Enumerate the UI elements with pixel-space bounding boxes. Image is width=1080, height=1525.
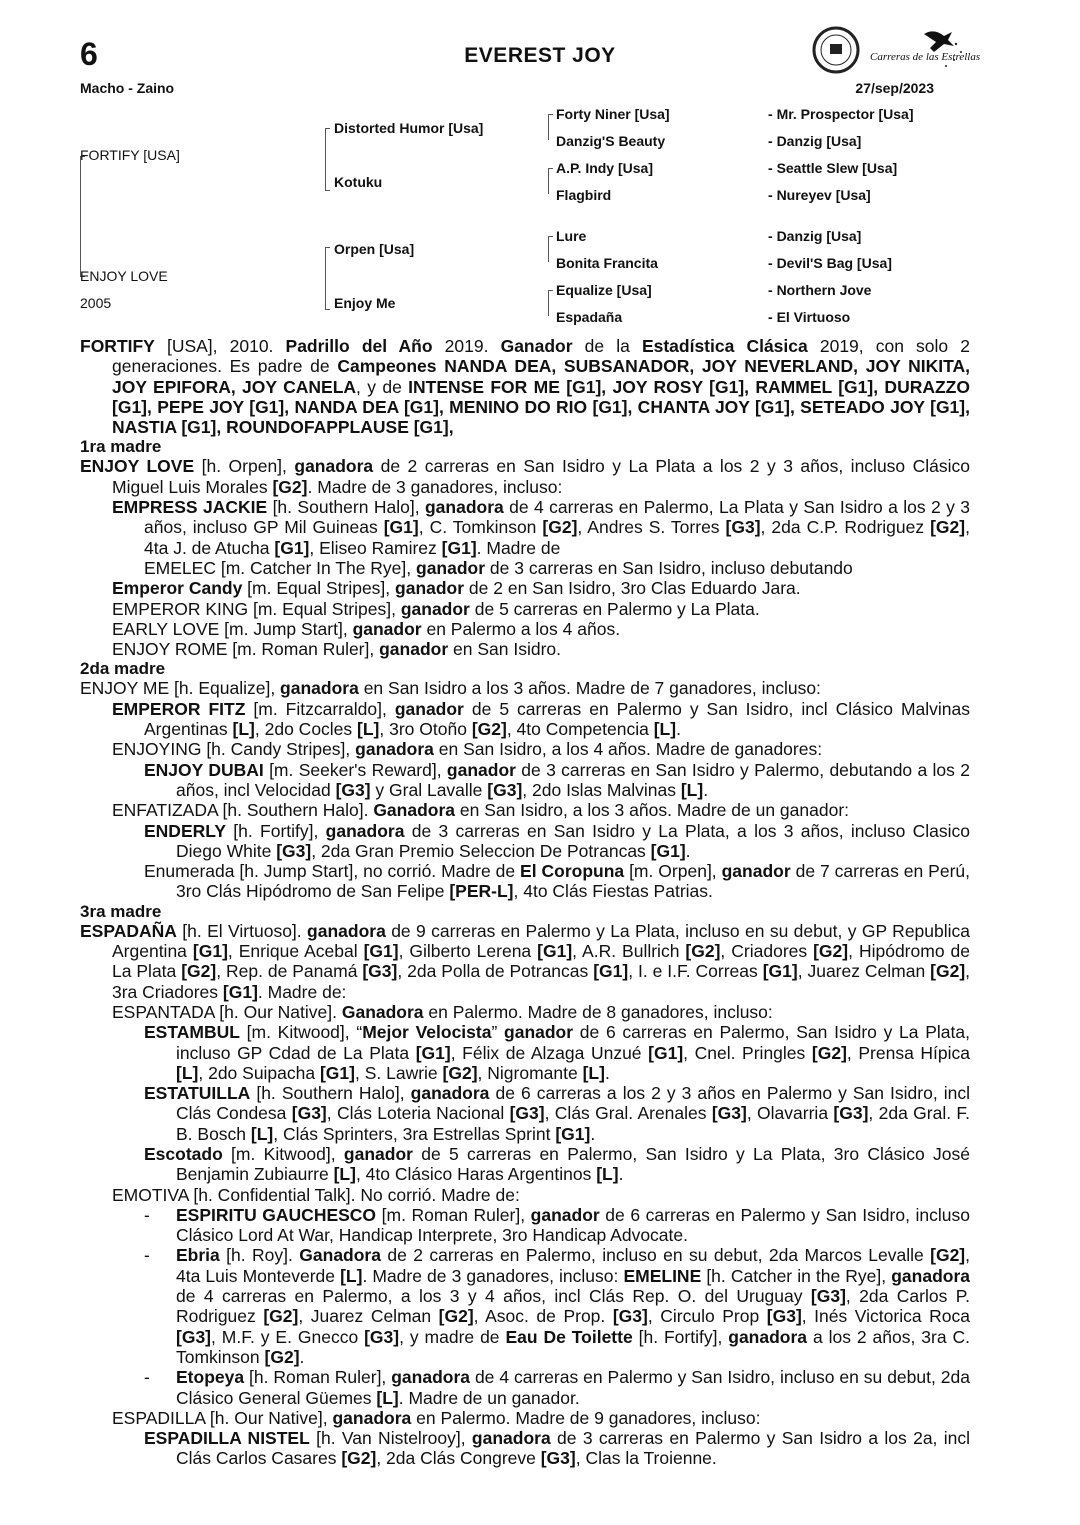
g4-7: - Northern Jove <box>768 282 872 298</box>
third-dam-produce-3-foal-1: ESPADILLA NISTEL [h. Van Nistelrooy], ganadora de 3 carreras en Palermo y San Isidro a los 2a, incl Clás Carlos Casares [G2], 2da Clás Congreve [G3], Clas la Troienne. <box>144 1428 970 1469</box>
second-dam-produce-2: ENJOYING [h. Candy Stripes], ganadora en San Isidro, a los 4 años. Madre de ganadores: <box>112 739 823 760</box>
g3-7: Equalize [Usa] <box>556 282 652 298</box>
g3-6: Bonita Francita <box>556 255 658 271</box>
third-dam: ESPADAÑA [h. El Virtuoso]. ganadora de 9 carreras en Palermo y La Plata, incluso en su debut, y GP Republica Argentina [G1], Enrique Acebal [G1], Gilberto Lerena [G1], A.R. Bullrich [G2], Criadores [G2], Hipódromo de La Plata [G2], Rep. de Panamá [G3], 2da Polla de Potrancas [G1], I. e I.F. Correas [G1], Juarez Celman [G2], 3ra Criadores [G1]. Madre de: <box>80 920 971 1002</box>
third-dam-produce-2-foal-1: - ESPIRITU GAUCHESCO [m. Roman Ruler], ganador de 6 carreras en Palermo y San Isidro, incluso Clásico Lord At War, Handicap Interprete, 3ro Handicap Advocate. <box>144 1204 971 1246</box>
third-dam-produce-2: EMOTIVA [h. Confidential Talk]. No corrió. Madre de: <box>112 1184 520 1205</box>
produce-4: EARLY LOVE [m. Jump Start], ganador en Palermo a los 4 años. <box>112 618 621 639</box>
section-first-dam: 1ra madre <box>80 437 162 457</box>
g3-3: A.P. Indy [Usa] <box>556 160 653 176</box>
second-dam-produce-3-foal: ENDERLY [h. Fortify], ganadora de 3 carreras en San Isidro y La Plata, a los 3 años, incluso Clasico Diego White [G3], 2da Gran Premio Seleccion De Potrancas [G1]. <box>144 820 970 861</box>
dam-sire: Orpen [Usa] <box>334 241 415 257</box>
third-dam-produce-2-foal-3: - Etopeya [h. Roman Ruler], ganadora de 4 carreras en Palermo y San Isidro, incluso en su debut, 2da Clásico General Güemes [L]. Madre de un ganador. <box>144 1367 970 1408</box>
produce-5: ENJOY ROME [m. Roman Ruler], ganador en San Isidro. <box>112 639 562 660</box>
horse-number: 6 <box>80 36 98 72</box>
first-dam: ENJOY LOVE [h. Orpen], ganadora de 2 carreras en San Isidro y La Plata a los 2 y 3 años, incluso Clásico Miguel Luis Morales [G2]. Madre de 3 ganadores, incluso: <box>80 456 971 497</box>
third-dam-produce-2-foal-2: - Ebria [h. Roy]. Ganadora de 2 carreras en Palermo, incluso en su debut, 2da Marcos Levalle [G2], 4ta Luis Monteverde [L]. Madre de 3 ganadores, incluso: EMELINE [h. Catcher in the Rye], ganadora de 4 carreras en Palermo, a los 3 y 4 años, incl Clás Rep. O. del Uruguay [G3], 2da Carlos P. Rodriguez [G2], Juarez Celman [G2], Asoc. de Prop. [G3], Circulo Prop [G3], Inés Victorica Roca [G3], M.F. y E. Gnecco [G3], y madre de Eau De Toilette [h. Fortify], ganadora a los 2 años, 3ra C. Tomkinson [G2]. <box>144 1245 970 1367</box>
g4-6: - Devil'S Bag [Usa] <box>768 255 892 271</box>
catalog-date: 27/sep/2023 <box>855 80 934 96</box>
produce-1: EMPRESS JACKIE [h. Southern Halo], ganadora de 4 carreras en Palermo, La Plata y San Isidro a los 2 y 3 años, incluso GP Mil Guineas [G1], C. Tomkinson [G2], Andres S. Torres [G3], 2da C.P. Rodriguez [G2], 4ta J. de Atucha [G1], Eliseo Ramirez [G1]. Madre de <box>112 497 971 558</box>
g4-8: - El Virtuoso <box>768 309 851 325</box>
dam-year: 2005 <box>80 295 112 311</box>
third-dam-produce-1-foal-1: ESTAMBUL [m. Kitwood], “Mejor Velocista” ganador de 6 carreras en Palermo, San Isidro y La Plata, incluso GP Cdad de La Plata [G1], Félix de Alzaga Unzué [G1], Cnel. Pringles [G2], Prensa Hípica [L], 2do Suipacha [G1], S. Lawrie [G2], Nigromante [L]. <box>144 1022 971 1083</box>
g3-1: Forty Niner [Usa] <box>556 106 670 122</box>
catalog-text <box>80 336 970 1469</box>
second-dam-produce-2-foal: ENJOY DUBAI [m. Seeker's Reward], ganador de 3 carreras en San Isidro y Palermo, debutando a los 2 años, incl Velocidad [G3] y Gral Lavalle [G3], 2do Islas Malvinas [L]. <box>144 759 970 800</box>
logo-text: Carreras de las Estrellas <box>870 51 981 63</box>
sire-sire: Distorted Humor [Usa] <box>334 120 484 136</box>
breeders-cup-logo <box>806 24 966 76</box>
sire-paragraph: FORTIFY [USA], 2010. Padrillo del Año 2019. Ganador de la Estadística Clásica 2019, con solo 2 generaciones. Es padre de Campeones NANDA DEA, SUBSANADOR, JOY NEVERLAND, JOY NIKITA, JOY EPIFORA, JOY CANELA, y de INTENSE FOR ME [G1], JOY ROSY [G1], RAMMEL [G1], DURAZZO [G1], PEPE JOY [G1], NANDA DEA [G1], MENINO DO RIO [G1], CHANTA JOY [G1], SETEADO JOY [G1], NASTIA [G1], ROUNDOFAPPLAUSE [G1], <box>80 336 970 438</box>
third-dam-produce-1-foal-3: Escotado [m. Kitwood], ganador de 5 carreras en Palermo, San Isidro y La Plata, 3ro Clásico José Benjamin Zubiaurre [L], 4to Clásico Haras Argentinos [L]. <box>144 1143 970 1185</box>
g4-4: - Nureyev [Usa] <box>768 187 871 203</box>
produce-3: EMPEROR KING [m. Equal Stripes], ganador de 5 carreras en Palermo y La Plata. <box>112 598 760 619</box>
section-second-dam: 2da madre <box>80 659 166 679</box>
g3-8: Espadaña <box>556 309 623 325</box>
second-dam-produce-4: Enumerada [h. Jump Start], no corrió. Madre de El Coropuna [m. Orpen], ganador de 7 carreras en Perú, 3ro Clás Hipódromo de San Felipe [PER-L], 4to Clás Fiestas Patrias. <box>144 861 970 902</box>
sire: FORTIFY [USA] <box>80 147 180 163</box>
pedigree-chart <box>80 100 960 332</box>
sire-dam: Kotuku <box>334 174 383 190</box>
section-third-dam: 3ra madre <box>80 901 162 921</box>
g4-2: - Danzig [Usa] <box>768 133 862 149</box>
dam-dam: Enjoy Me <box>334 295 396 311</box>
second-dam-produce-1: EMPEROR FITZ [m. Fitzcarraldo], ganador de 5 carreras en Palermo y San Isidro, incl Clásico Malvinas Argentinas [L], 2do Cocles [L], 3ro Otoño [G2], 4to Competencia [L]. <box>112 698 970 740</box>
second-dam-produce-3: ENFATIZADA [h. Southern Halo]. Ganadora en San Isidro, a los 3 años. Madre de un ganador: <box>112 800 850 821</box>
third-dam-produce-3: ESPADILLA [h. Our Native], ganadora en Palermo. Madre de 9 ganadores, incluso: <box>112 1407 761 1428</box>
second-dam: ENJOY ME [h. Equalize], ganadora en San Isidro a los 3 años. Madre de 7 ganadores, incluso: <box>80 678 821 699</box>
third-dam-produce-1-foal-2: ESTATUILLA [h. Southern Halo], ganadora de 6 carreras a los 2 y 3 años en Palermo y San Isidro, incl Clás Condesa [G3], Clás Loteria Nacional [G3], Clás Gral. Arenales [G3], Olavarria [G3], 2da Gral. F. B. Bosch [L], Clás Sprinters, 3ra Estrellas Sprint [G1]. <box>144 1083 971 1144</box>
g4-3: - Seattle Slew [Usa] <box>768 160 898 176</box>
produce-2: Emperor Candy [m. Equal Stripes], ganador de 2 en San Isidro, 3ro Clas Eduardo Jara. <box>112 578 801 599</box>
g3-2: Danzig'S Beauty <box>556 133 666 149</box>
g4-5: - Danzig [Usa] <box>768 228 862 244</box>
horse-name: EVEREST JOY <box>464 44 616 67</box>
produce-1-foal: EMELEC [m. Catcher In The Rye], ganador de 3 carreras en San Isidro, incluso debutando <box>144 557 853 578</box>
g3-5: Lure <box>556 228 587 244</box>
g3-4: Flagbird <box>556 187 612 203</box>
g4-1: - Mr. Prospector [Usa] <box>768 106 914 122</box>
third-dam-produce-1: ESPANTADA [h. Our Native]. Ganadora en Palermo. Madre de 8 ganadores, incluso: <box>112 1001 773 1022</box>
dam: ENJOY LOVE <box>80 268 168 284</box>
sex-color: Macho - Zaino <box>80 80 175 96</box>
